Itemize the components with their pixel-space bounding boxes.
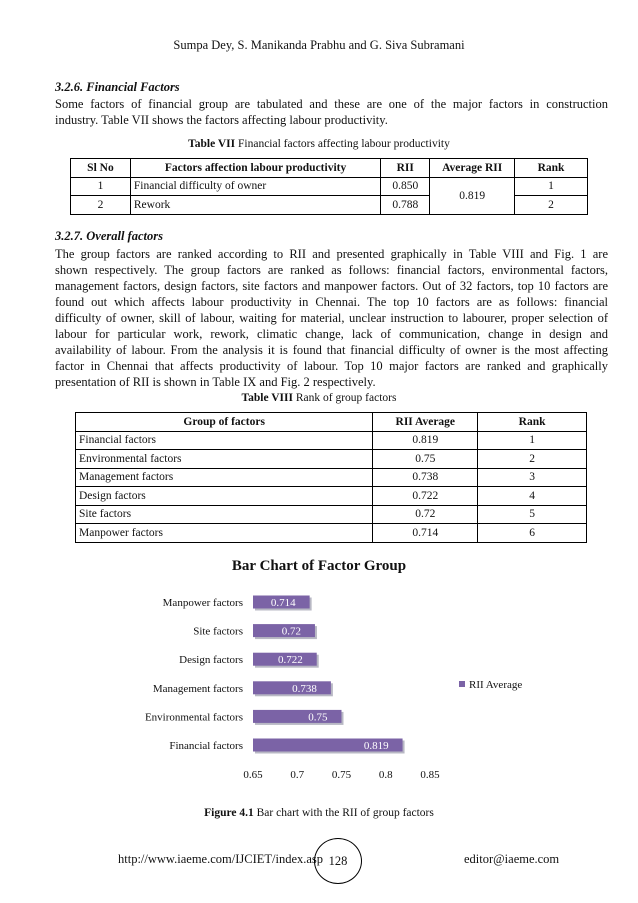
table-cell: 3: [478, 468, 587, 487]
table7-caption-label: Table VII: [188, 138, 236, 150]
figure-caption-label: Figure 4.1: [204, 807, 254, 819]
bar-chart-factor-group: [0, 580, 638, 790]
category-label: Environmental factors: [144, 711, 243, 724]
table7-caption-text: Financial factors affecting labour productivity: [235, 138, 450, 150]
table-cell: Rework: [130, 196, 380, 215]
table-header-row: [76, 413, 587, 432]
table-cell: Manpower factors: [76, 524, 373, 543]
data-label: 0.722: [277, 654, 303, 667]
table-header-cell: Rank: [478, 413, 587, 432]
table-cell: 0.75: [373, 450, 478, 469]
paragraph-overall-factors: [55, 246, 608, 390]
table-cell: 0.714: [373, 524, 478, 543]
category-label: Design factors: [179, 654, 243, 667]
data-label: 0.738: [292, 682, 317, 695]
x-tick-label: 0.8: [378, 769, 393, 781]
table-cell: 0.850: [381, 177, 430, 196]
table-cell: Management factors: [76, 468, 373, 487]
table-cell: 1: [515, 177, 588, 196]
table-cell: Financial factors: [76, 431, 373, 450]
table-group-factors: [75, 412, 587, 543]
category-label: Financial factors: [169, 740, 243, 752]
table8-caption-text: Rank of group factors: [292, 392, 397, 404]
paragraph-line: presentation of RII is shown in Table IX and Fig. 2 respectively.: [55, 375, 376, 389]
chart-title: Bar Chart of Factor Group: [231, 558, 407, 574]
table-cell: 0.722: [373, 487, 478, 506]
legend-label: RII Average: [469, 679, 523, 691]
table8-caption-label: Table VIII: [241, 392, 293, 404]
x-tick-label: 0.65: [243, 769, 263, 781]
paragraph-financial-factors: [55, 96, 608, 128]
table-cell: Environmental factors: [76, 450, 373, 469]
table-header-cell: Sl No: [71, 159, 131, 178]
data-label: 0.72: [281, 625, 301, 638]
table-row: [71, 177, 588, 196]
table-row: [76, 468, 587, 487]
table8-caption: [0, 392, 638, 404]
table-cell: 5: [478, 505, 587, 524]
paragraph-line: labour for particular work, rework, climatic change, lack of communication, change in design and: [55, 327, 608, 341]
table-cell: Site factors: [76, 505, 373, 524]
page-number: 128: [314, 838, 362, 884]
table-header-cell: Group of factors: [76, 413, 373, 432]
paragraph-line: factor in Chennai that affects productivity of labour. Top 10 major factors are ranked and graphically: [55, 359, 608, 373]
table-financial-factors: [70, 158, 588, 215]
table7-caption: [0, 138, 638, 150]
paragraph-line: found out which affects labour productivity in Chennai. The top 10 factors are as follows: financial: [55, 295, 608, 309]
table-cell-average-rii: 0.819: [430, 177, 515, 214]
running-header: Sumpa Dey, S. Manikanda Prabhu and G. Siva Subramani: [173, 38, 465, 52]
x-tick-label: 0.75: [331, 769, 352, 781]
table-cell: 0.788: [381, 196, 430, 215]
footer-email: editor@iaeme.com: [464, 852, 560, 866]
x-tick-label: 0.85: [420, 769, 440, 781]
figure-caption: [0, 807, 638, 819]
table-cell: 4: [478, 487, 587, 506]
table-cell: 2: [515, 196, 588, 215]
table-header-cell: Average RII: [430, 159, 515, 178]
paragraph-line: management factors, design factors, site factors and manpower factors. Out of 32 factors, top 10 factors are: [55, 279, 608, 293]
paragraph-line: Some factors of financial group are tabulated and these are one of the major factors in construction: [55, 97, 608, 111]
table-header-cell: Factors affection labour productivity: [130, 159, 380, 178]
table-cell: Design factors: [76, 487, 373, 506]
table-cell: 0.819: [373, 431, 478, 450]
paragraph-line: availability of labour. From the analysis it is found that financial difficulty of owner is the most affecting: [55, 343, 608, 357]
table-cell: 2: [478, 450, 587, 469]
table-cell: 0.738: [373, 468, 478, 487]
category-label: Management factors: [152, 682, 243, 695]
table-header-cell: Rank: [515, 159, 588, 178]
table-row: [76, 505, 587, 524]
data-label: 0.75: [308, 711, 328, 724]
paragraph-line: industry. Table VII shows the factors affecting labour productivity.: [55, 113, 388, 127]
table-cell: 1: [478, 431, 587, 450]
paragraph-line: The group factors are ranked according to RII and presented graphically in Table VIII and Fig. 1 are: [55, 247, 608, 261]
category-label: Site factors: [193, 625, 243, 638]
table-row: [76, 450, 587, 469]
data-label: 0.714: [270, 597, 296, 609]
table-row: [76, 431, 587, 450]
footer-url: http://www.iaeme.com/IJCIET/index.asp: [118, 852, 324, 866]
table-header-cell: RII: [381, 159, 430, 178]
table-row: [76, 524, 587, 543]
table-header-row: [71, 159, 588, 178]
figure-caption-text: Bar chart with the RII of group factors: [253, 807, 434, 819]
paragraph-line: difficulty of owner, skill of labour, waiting for material, unclear instruction to labourer, proper selection of: [55, 311, 608, 325]
x-tick-label: 0.7: [290, 769, 305, 781]
category-label: Manpower factors: [162, 597, 243, 609]
legend-swatch: [459, 681, 465, 687]
data-label: 0.819: [363, 740, 389, 752]
table-cell: 0.72: [373, 505, 478, 524]
table-cell: Financial difficulty of owner: [130, 177, 380, 196]
section-title-overall-factors: 3.2.7. Overall factors: [55, 229, 163, 243]
bar: [253, 710, 342, 723]
table-row: [76, 487, 587, 506]
table-cell: 2: [71, 196, 131, 215]
table-header-cell: RII Average: [373, 413, 478, 432]
section-title-financial-factors: 3.2.6. Financial Factors: [55, 80, 180, 94]
table-cell: 6: [478, 524, 587, 543]
paragraph-line: shown respectively. The group factors are ranked as follows: financial factors, environmental factors,: [55, 263, 608, 277]
table-cell: 1: [71, 177, 131, 196]
